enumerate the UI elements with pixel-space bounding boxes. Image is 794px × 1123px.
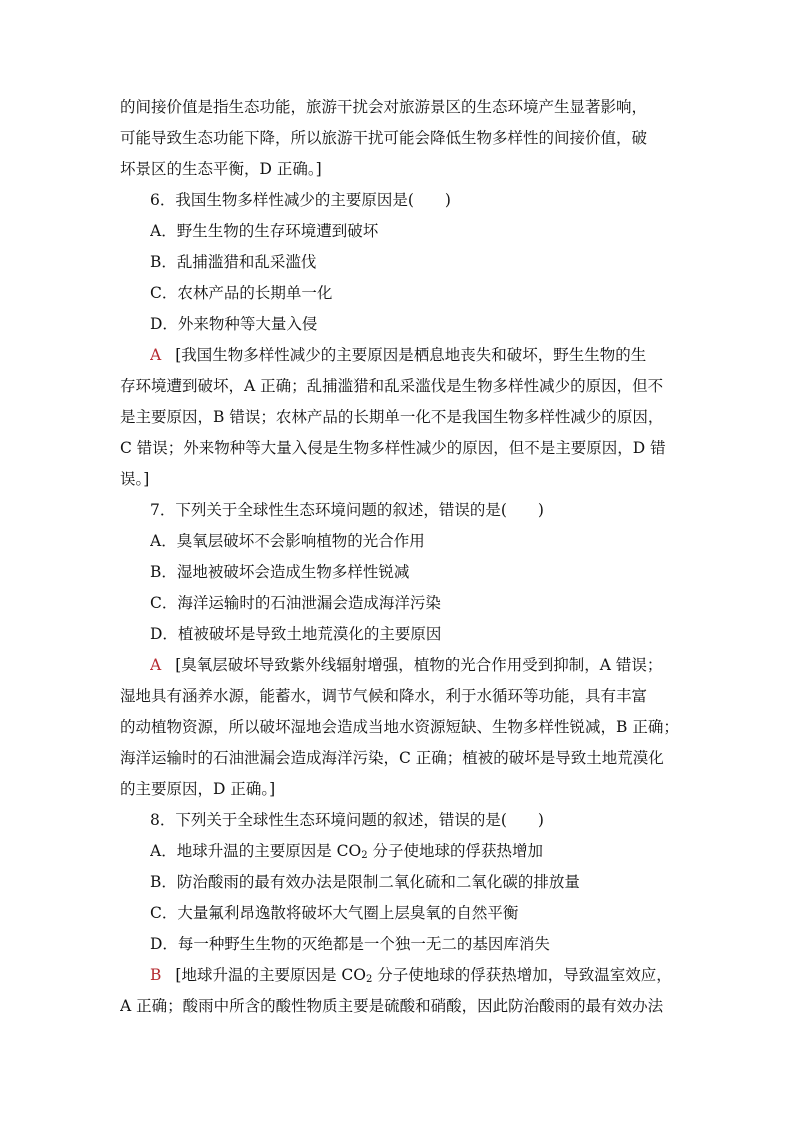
question-8-option-c: C．大量氟利昂逸散将破坏大气圈上层臭氧的自然平衡 <box>150 904 519 922</box>
question-7-option-d: D．植被破坏是导致土地荒漠化的主要原因 <box>150 625 442 643</box>
question-8-explanation <box>150 965 680 985</box>
explanation-line: 湿地具有涵养水源，能蓄水，调节气候和降水，利于水循环等功能，具有丰富 <box>120 687 648 705</box>
option-text: A．地球升温的主要原因是 CO <box>150 842 362 860</box>
question-7-option-c: C．海洋运输时的石油泄漏会造成海洋污染 <box>150 594 441 612</box>
explanation-line: 的主要原因，D 正确。] <box>120 780 276 798</box>
question-8-option-d: D．每一种野生生物的灭绝都是一个独一无二的基因库消失 <box>150 935 550 953</box>
explanation-text: [臭氧层破坏导致紫外线辐射增强，植物的光合作用受到抑制，A 错误； <box>175 656 663 674</box>
subscript: 2 <box>361 850 368 861</box>
explanation-line: C 错误；外来物种等大量入侵是生物多样性减少的原因，但不是主要原因，D 错 <box>120 439 666 457</box>
question-6-option-b: B．乱捕滥猎和乱采滥伐 <box>150 253 317 271</box>
explanation-line: 海洋运输时的石油泄漏会造成海洋污染，C 正确；植被的破坏是导致土地荒漠化 <box>120 749 664 767</box>
question-6-answer: A <box>150 346 162 364</box>
question-6-option-c: C．农林产品的长期单一化 <box>150 284 333 302</box>
explanation-line: 的动植物资源，所以破坏湿地会造成当地水资源短缺、生物多样性锐减，B 正确； <box>120 718 679 736</box>
subscript: 2 <box>365 974 373 985</box>
explanation-line: 可能导致生态功能下降，所以旅游干扰可能会降低生物多样性的间接价值，破 <box>120 129 648 147</box>
question-6-stem: 6．我国生物多样性减少的主要原因是( ) <box>150 191 451 209</box>
explanation-line: 坏景区的生态平衡，D 正确。] <box>120 160 322 178</box>
question-6-option-d: D．外来物种等大量入侵 <box>150 315 318 333</box>
question-8-answer: B <box>150 966 162 984</box>
question-6-explanation <box>150 345 680 365</box>
explanation-text: [我国生物多样性减少的主要原因是栖息地丧失和破坏，野生生物的生 <box>175 346 647 364</box>
question-7-stem: 7．下列关于全球性生态环境问题的叙述，错误的是( ) <box>150 501 544 519</box>
explanation-line: A 正确；酸雨中所含的酸性物质主要是硫酸和硝酸，因此防治酸雨的最有效办法 <box>120 997 664 1015</box>
question-8-option-a <box>150 841 680 861</box>
question-6-option-a: A．野生生物的生存环境遭到破坏 <box>150 222 379 240</box>
question-8-option-b: B．防治酸雨的最有效办法是限制二氧化硫和二氧化碳的排放量 <box>150 873 580 891</box>
question-7-option-a: A．臭氧层破坏不会影响植物的光合作用 <box>150 532 425 550</box>
explanation-line: 误。] <box>120 470 150 488</box>
explanation-line: 是主要原因，B 错误；农林产品的长期单一化不是我国生物多样性减少的原因， <box>120 408 664 426</box>
explanation-line: 存环境遭到破坏，A 正确；乱捕滥猎和乱采滥伐是生物多样性减少的原因，但不 <box>120 377 664 395</box>
question-7-explanation <box>150 655 680 675</box>
question-7-option-b: B．湿地被破坏会造成生物多样性锐减 <box>150 563 410 581</box>
question-8-stem: 8．下列关于全球性生态环境问题的叙述，错误的是( ) <box>150 811 544 829</box>
explanation-text: 分子使地球的俘获热增加，导致温室效应， <box>372 966 672 984</box>
explanation-text: [地球升温的主要原因是 CO <box>175 966 366 984</box>
option-text: 分子使地球的俘获热增加 <box>367 842 544 860</box>
explanation-line: 的间接价值是指生态功能，旅游干扰会对旅游景区的生态环境产生显著影响， <box>120 98 648 116</box>
question-7-answer: A <box>150 656 162 674</box>
